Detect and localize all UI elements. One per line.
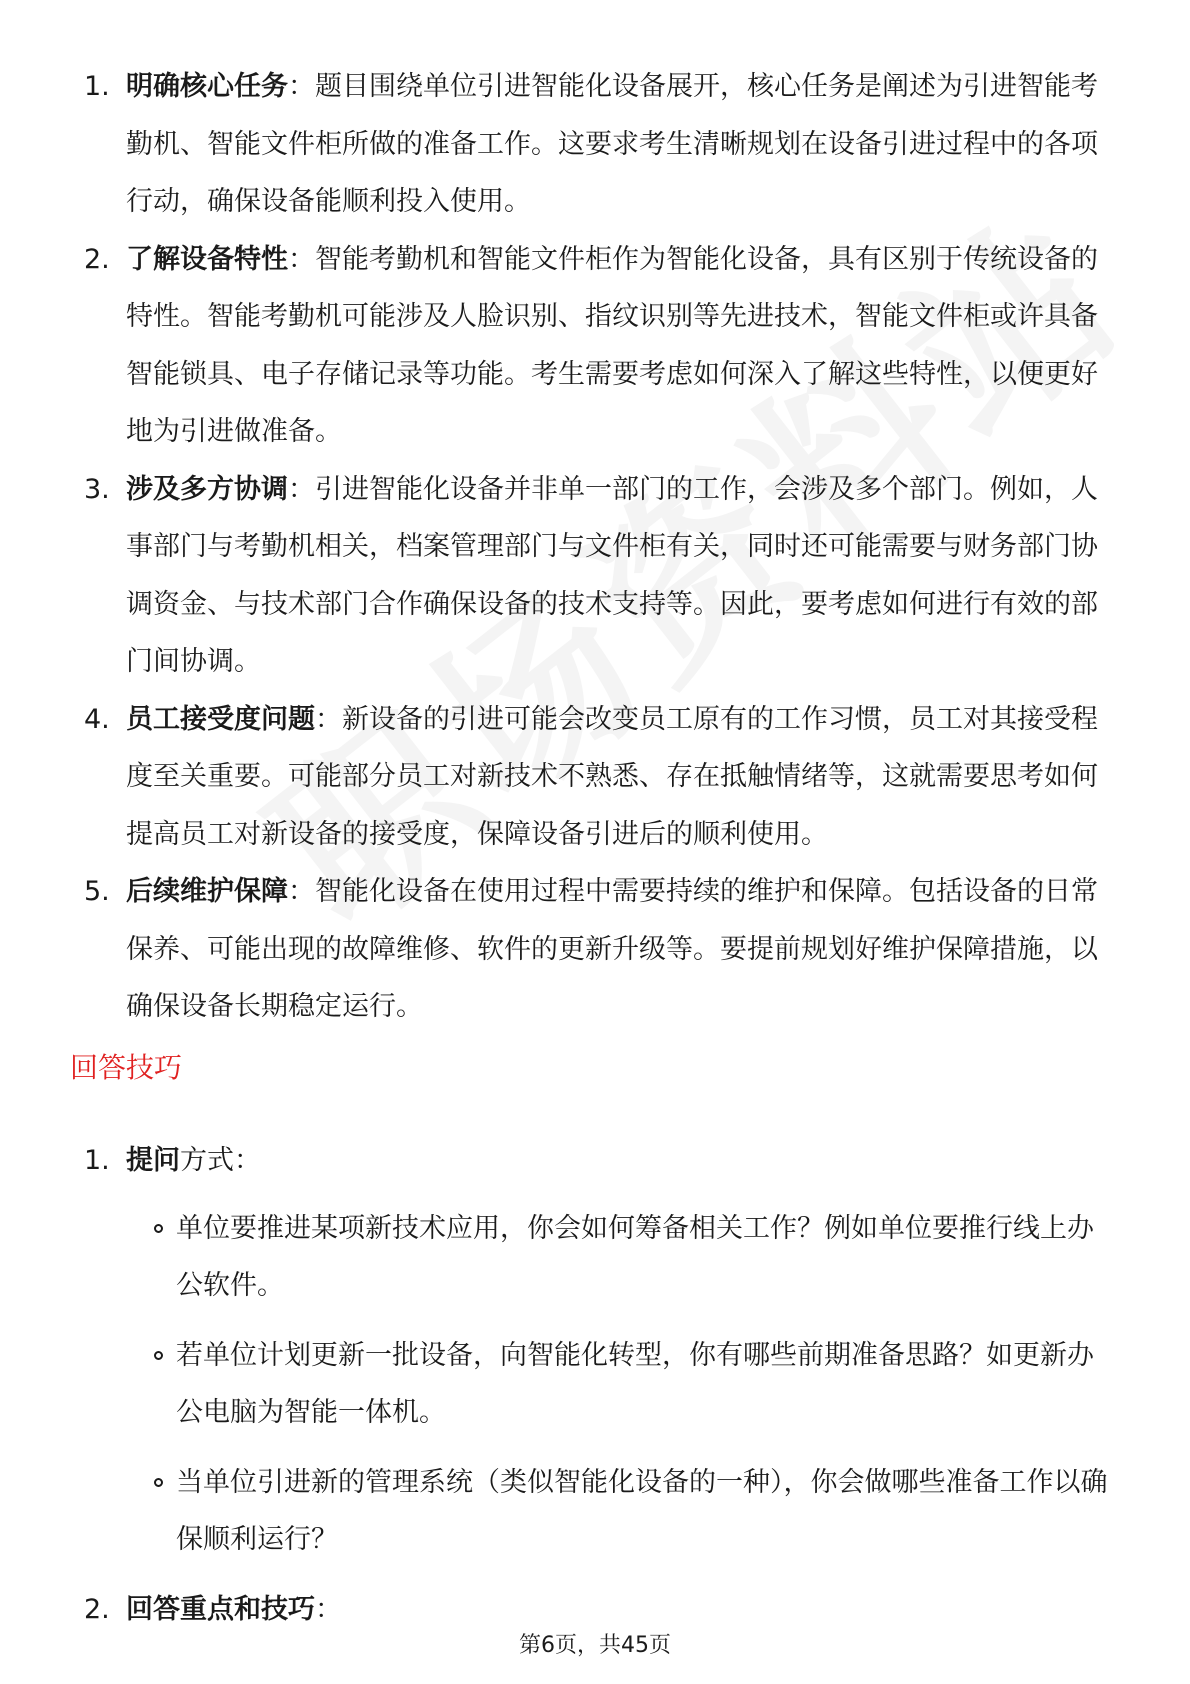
item-number: 2. — [84, 243, 110, 275]
item-separator: ： — [288, 71, 315, 102]
list-item — [84, 863, 1114, 1036]
list-item — [84, 691, 1114, 864]
item-separator: ： — [288, 243, 315, 275]
item-text: 方式： — [180, 1145, 261, 1176]
sub-list-item — [126, 1454, 1114, 1569]
sub-item-text: 若单位计划更新一批设备，向智能化转型，你有哪些前期准备思路？如更新办公电脑为智能一体机。 — [176, 1339, 1094, 1428]
sub-item-text: 单位要推进某项新技术应用，你会如何筹备相关工作？例如单位要推行线上办公软件。 — [176, 1212, 1094, 1301]
circle-bullet-icon — [154, 1478, 163, 1487]
list-item — [84, 231, 1114, 461]
item-text: 引进智能化设备并非单一部门的工作，会涉及多个部门。例如，人事部门与考勤机相关，档案管理部门与文件柜有关，同时还可能需要与财务部门协调资金、与技术部门合作确保设备的技术支持等。因此，要考虑如何进行有效的部门间协调。 — [126, 473, 1098, 677]
sub-list-item — [126, 1200, 1114, 1315]
item-number: 5. — [84, 876, 110, 907]
item-keyword: 提问 — [126, 1145, 180, 1176]
item-separator: ： — [315, 703, 342, 735]
page-footer: 第6页，共45页 — [519, 1633, 671, 1658]
item-number: 1. — [84, 71, 110, 102]
item-keyword: 回答重点和技巧 — [126, 1593, 315, 1625]
section-title: 回答技巧 — [70, 1051, 183, 1084]
item-text: 新设备的引进可能会改变员工原有的工作习惯，员工对其接受程度至关重要。可能部分员工对新技术不熟悉、存在抵触情绪等，这就需要思考如何提高员工对新设备的接受度，保障设备引进后的顺利使用。 — [126, 703, 1098, 850]
item-number: 3. — [84, 473, 110, 505]
list-item — [84, 58, 1114, 231]
item-number: 1. — [84, 1145, 110, 1176]
item-text: 题目围绕单位引进智能化设备展开，核心任务是阐述为引进智能考勤机、智能文件柜所做的准备工作。这要求考生清晰规划在设备引进过程中的各项行动，确保设备能顺利投入使用。 — [126, 71, 1098, 217]
item-keyword: 员工接受度问题 — [126, 703, 315, 735]
sub-list-item — [126, 1327, 1114, 1442]
list-item — [84, 1132, 1114, 1569]
item-text: 智能考勤机和智能文件柜作为智能化设备，具有区别于传统设备的特性。智能考勤机可能涉及人脸识别、指纹识别等先进技术，智能文件柜或许具备智能锁具、电子存储记录等功能。考生需要考虑如何深入了解这些特性，以便更好地为引进做准备。 — [126, 243, 1098, 447]
item-text: 智能化设备在使用过程中需要持续的维护和保障。包括设备的日常保养、可能出现的故障维修、软件的更新升级等。要提前规划好维护保障措施，以确保设备长期稳定运行。 — [126, 876, 1098, 1022]
item-keyword: 明确核心任务 — [126, 71, 288, 102]
analysis-list — [84, 58, 1114, 1036]
item-separator: ： — [288, 473, 315, 505]
item-keyword: 后续维护保障 — [126, 876, 288, 907]
item-keyword: 了解设备特性 — [126, 243, 288, 275]
sub-list — [126, 1200, 1114, 1569]
circle-bullet-icon — [154, 1224, 163, 1233]
item-text: ： — [315, 1593, 342, 1625]
item-number: 4. — [84, 703, 110, 735]
item-separator: ： — [288, 876, 315, 907]
tips-list — [84, 1132, 1114, 1638]
item-number: 2. — [84, 1593, 110, 1625]
sub-item-text: 当单位引进新的管理系统（类似智能化设备的一种），你会做哪些准备工作以确保顺利运行？ — [176, 1466, 1108, 1555]
item-keyword: 涉及多方协调 — [126, 473, 288, 505]
list-item — [84, 461, 1114, 691]
circle-bullet-icon — [154, 1351, 163, 1360]
